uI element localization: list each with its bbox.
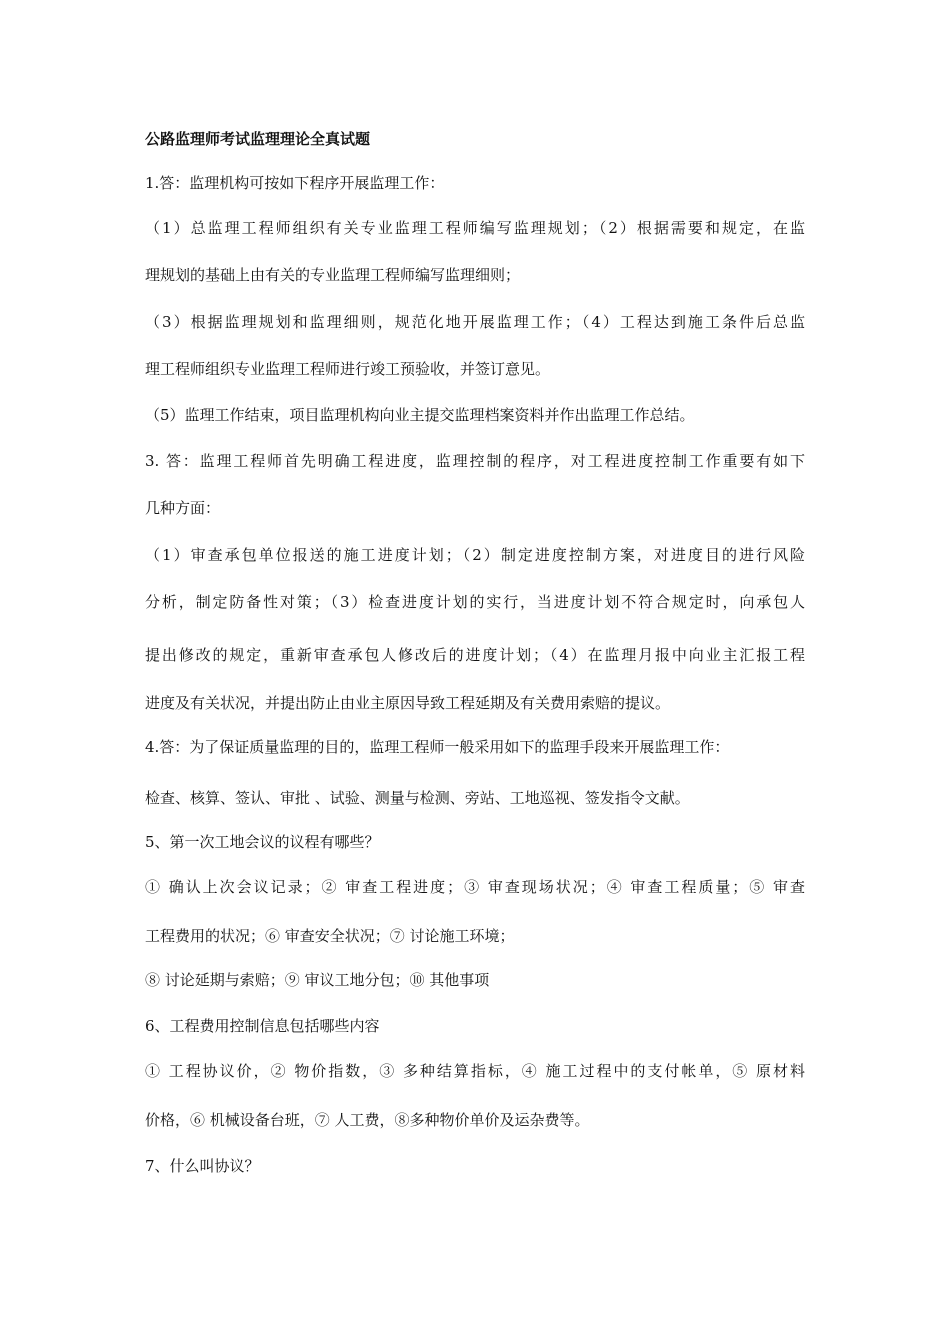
text-line: 7、什么叫协议？ bbox=[145, 1157, 260, 1175]
text-line: （1）审查承包单位报送的施工进度计划；（2）制定进度控制方案，对进度目的进行风险 bbox=[145, 546, 805, 564]
text-line: （5）监理工作结束，项目监理机构向业主提交监理档案资料并作出监理工作总结。 bbox=[145, 406, 695, 424]
document-title: 公路监理师考试监理理论全真试题 bbox=[145, 130, 371, 148]
text-line: 理工程师组织专业监理工程师进行竣工预验收，并签订意见。 bbox=[145, 360, 551, 378]
text-line: 检查、核算、签认、审批 、试验、测量与检测、旁站、工地巡视、签发指令文献。 bbox=[145, 789, 690, 807]
text-line: 提出修改的规定，重新审查承包人修改后的进度计划；（4）在监理月报中向业主汇报工程 bbox=[145, 646, 805, 664]
text-line: 1.答：监理机构可按如下程序开展监理工作： bbox=[145, 174, 445, 192]
text-line: （1）总监理工程师组织有关专业监理工程师编写监理规划；（2）根据需要和规定，在监 bbox=[145, 219, 805, 237]
text-line: 6、工程费用控制信息包括哪些内容 bbox=[145, 1017, 380, 1035]
text-line: （3）根据监理规划和监理细则，规范化地开展监理工作；（4）工程达到施工条件后总监 bbox=[145, 313, 805, 331]
text-line: 4.答：为了保证质量监理的目的，监理工程师一般采用如下的监理手段来开展监理工作： bbox=[145, 738, 730, 756]
text-line: 价格，⑥ 机械设备台班，⑦ 人工费，⑧多种物价单价及运杂费等。 bbox=[145, 1111, 590, 1129]
text-line: ⑧ 讨论延期与索赔；⑨ 审议工地分包；⑩ 其他事项 bbox=[145, 971, 490, 989]
text-line: 3. 答：监理工程师首先明确工程进度，监理控制的程序，对工程进度控制工作重要有如下 bbox=[145, 452, 805, 470]
text-line: 理规划的基础上由有关的专业监理工程师编写监理细则； bbox=[145, 266, 521, 284]
text-line: ① 确认上次会议记录；② 审查工程进度；③ 审查现场状况；④ 审查工程质量；⑤ 审查 bbox=[145, 878, 805, 896]
text-line: 分析，制定防备性对策；（3）检查进度计划的实行，当进度计划不符合规定时，向承包人 bbox=[145, 593, 805, 611]
text-line: 几种方面： bbox=[145, 499, 221, 517]
text-line: ① 工程协议价，② 物价指数，③ 多种结算指标，④ 施工过程中的支付帐单，⑤ 原材料 bbox=[145, 1062, 805, 1080]
text-line: 工程费用的状况；⑥ 审查安全状况；⑦ 讨论施工环境； bbox=[145, 927, 515, 945]
text-line: 5、第一次工地会议的议程有哪些？ bbox=[145, 833, 380, 851]
text-line: 进度及有关状况，并提出防止由业主原因导致工程延期及有关费用索赔的提议。 bbox=[145, 694, 671, 712]
